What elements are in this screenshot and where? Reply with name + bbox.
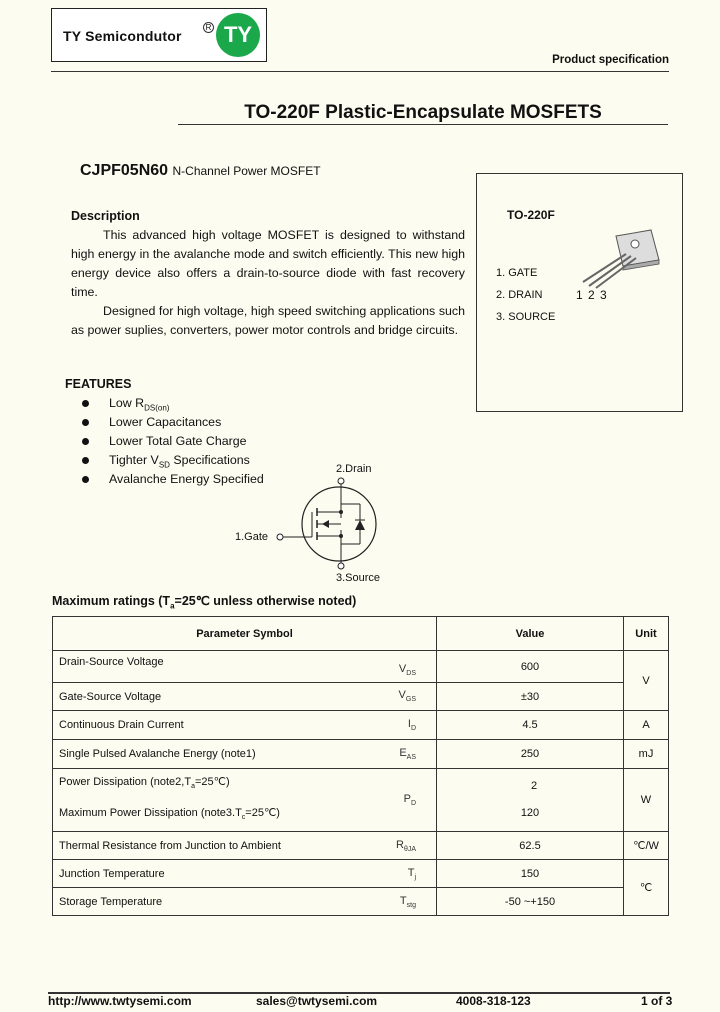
bullet-icon [82, 400, 89, 407]
description-paragraph-1: This advanced high voltage MOSFET is designed to withstand high energy in the avalanche mode and switch efficiently. This new high energy device also offers a drain-to-source diode with fast recovery time. [71, 228, 465, 299]
max-ratings-title: Maximum ratings ($T_a=25℃$ unless otherwise noted) [52, 594, 357, 611]
registered-mark-icon: R [203, 22, 214, 33]
table-row: Thermal Resistance from Junction to Ambient $R_{\theta JA}$ 62.5 ℃/W [53, 832, 669, 860]
package-box [476, 173, 683, 412]
document-title: TO-220F Plastic-Encapsulate MOSFETS [244, 102, 602, 123]
header-rule [51, 71, 669, 72]
table-row: Drain-Source Voltage $V_{DS}$ 600 V [53, 651, 669, 683]
pin-drain-label: 2. DRAIN [496, 289, 543, 301]
table-row: Single Pulsed Avalanche Energy (note1) $E_{AS}$ 250 mJ [53, 740, 669, 769]
footer-email-link[interactable]: sales@twtysemi.com [256, 994, 378, 1008]
table-row: Power Dissipation $(note2,T_a=25℃)$ Maximum Power Dissipation $(note3.T_c=25℃)$ $P_D$ 2 120 W [53, 769, 669, 832]
bullet-icon [82, 419, 89, 426]
footer-website-link[interactable]: http://www.twtysemi.com [48, 994, 192, 1008]
bullet-icon [82, 457, 89, 464]
mosfet-symbol-icon [272, 474, 382, 574]
ty-logo-icon: TY [216, 13, 260, 57]
table-row: Junction Temperature $T_j$ 150 ℃ [53, 860, 669, 888]
source-label: 3.Source [336, 572, 381, 584]
header-unit: Unit [624, 617, 669, 651]
description-heading: Description [71, 209, 140, 223]
page-number: 1 of 3 [641, 994, 673, 1008]
company-logo [51, 8, 267, 62]
bullet-icon [82, 476, 89, 483]
company-name: TY Semicondutor [63, 28, 182, 44]
table-header-row [53, 617, 669, 651]
header-value: Value [437, 617, 624, 651]
max-ratings-table [52, 616, 669, 916]
pin-gate-label: 1. GATE [496, 267, 538, 279]
table-row: Continuous Drain Current $I_D$ 4.5 A [53, 711, 669, 740]
feature-item: Low $R_{DS(on)}$ [109, 396, 170, 413]
bullet-icon [82, 438, 89, 445]
description-paragraph-2: Designed for high voltage, high speed switching applications such as power suplies, converters, power motor controls and bridge circuits. [71, 304, 465, 337]
drain-label: 2.Drain [336, 463, 372, 475]
footer-phone: 4008-318-123 [456, 994, 531, 1008]
part-heading [80, 162, 321, 180]
features-heading: FEATURES [65, 377, 132, 391]
feature-item: Lower Total Gate Charge [109, 434, 247, 448]
pin-source-label: 3. SOURCE [496, 311, 556, 323]
part-number: CJPF05N60 [80, 162, 169, 179]
gate-label: 1.Gate [235, 531, 269, 543]
feature-item: Tighter $V_{SD}$ Specifications [109, 453, 250, 470]
title-underline [178, 124, 668, 125]
package-name: TO-220F [507, 208, 555, 222]
table-row: Storage Temperature $T_{stg}$ -50 ~+150 [53, 888, 669, 916]
header-param: Parameter Symbol [53, 617, 437, 651]
feature-item: Avalanche Energy Specified [109, 472, 264, 486]
table-row: Gate-Source Voltage $V_{GS}$ ±30 [53, 683, 669, 711]
product-specification-label: Product specification [552, 54, 669, 66]
feature-item: Lower Capacitances [109, 415, 222, 429]
to220f-package-icon [571, 226, 671, 296]
pin-numbers: 1 2 3 [576, 288, 608, 302]
part-type: N-Channel Power MOSFET [172, 164, 321, 178]
